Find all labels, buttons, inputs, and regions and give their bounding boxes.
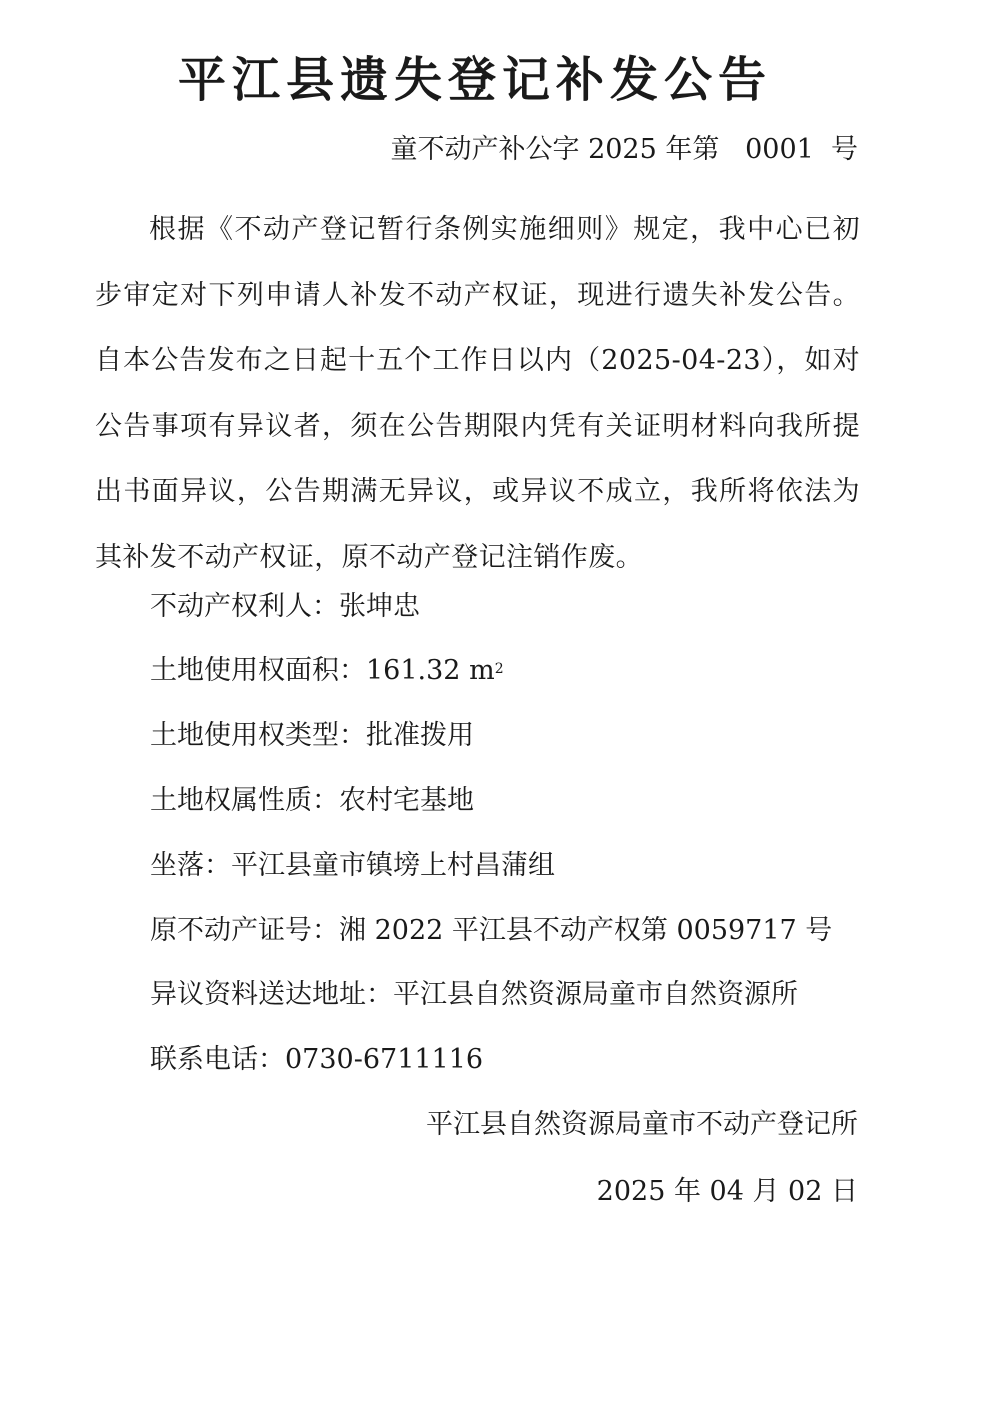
area-label: 土地使用权面积： <box>150 655 366 686</box>
location-label: 坐落： <box>150 850 231 881</box>
document-number: 童不动产补公字 2025 年第 0001 号 <box>390 134 858 165</box>
nature-label: 土地权属性质： <box>150 785 339 816</box>
owner-label: 不动产权利人： <box>150 591 339 622</box>
field-land-nature <box>150 781 474 821</box>
cert-label: 原不动产证号： <box>150 915 339 946</box>
field-owner <box>150 587 420 627</box>
field-location <box>150 846 555 886</box>
notice-body: 根据《不动产登记暂行条例实施细则》规定，我中心已初步审定对下列申请人补发不动产权证，现进行遗失补发公告。自本公告发布之日起十五个工作日以内（2025-04-23），如对公告事项有异议者，须在公告期限内凭有关证明材料向我所提出书面异议，公告期满无异议，或异议不成立，我所将依法为其补发不动产权证，原不动产登记注销作废。 <box>95 214 860 573</box>
notice-title: 平江县遗失登记补发公告 <box>177 52 772 108</box>
issuing-organization: 平江县自然资源局童市不动产登记所 <box>426 1109 858 1140</box>
issue-date: 2025 年 04 月 02 日 <box>596 1176 858 1207</box>
use-type-label: 土地使用权类型： <box>150 720 366 751</box>
field-use-type <box>150 716 474 756</box>
field-original-certificate <box>150 911 832 951</box>
use-type-value: 批准拨用 <box>366 720 474 751</box>
phone-value: 0730-6711116 <box>285 1044 484 1075</box>
field-objection-address <box>150 975 798 1015</box>
phone-label: 联系电话： <box>150 1044 285 1075</box>
area-value: 161.32 <box>366 655 461 686</box>
area-unit: $m^2$ <box>469 655 504 686</box>
nature-value: 农村宅基地 <box>339 785 474 816</box>
address-value: 平江县自然资源局童市自然资源所 <box>393 979 798 1010</box>
owner-value: 张坤忠 <box>339 591 420 622</box>
field-phone <box>150 1040 483 1080</box>
address-label: 异议资料送达地址： <box>150 979 393 1010</box>
location-value: 平江县童市镇塝上村昌蒲组 <box>231 850 555 881</box>
field-land-area <box>150 651 504 691</box>
cert-value: 湘 2022 平江县不动产权第 0059717 号 <box>339 915 833 946</box>
